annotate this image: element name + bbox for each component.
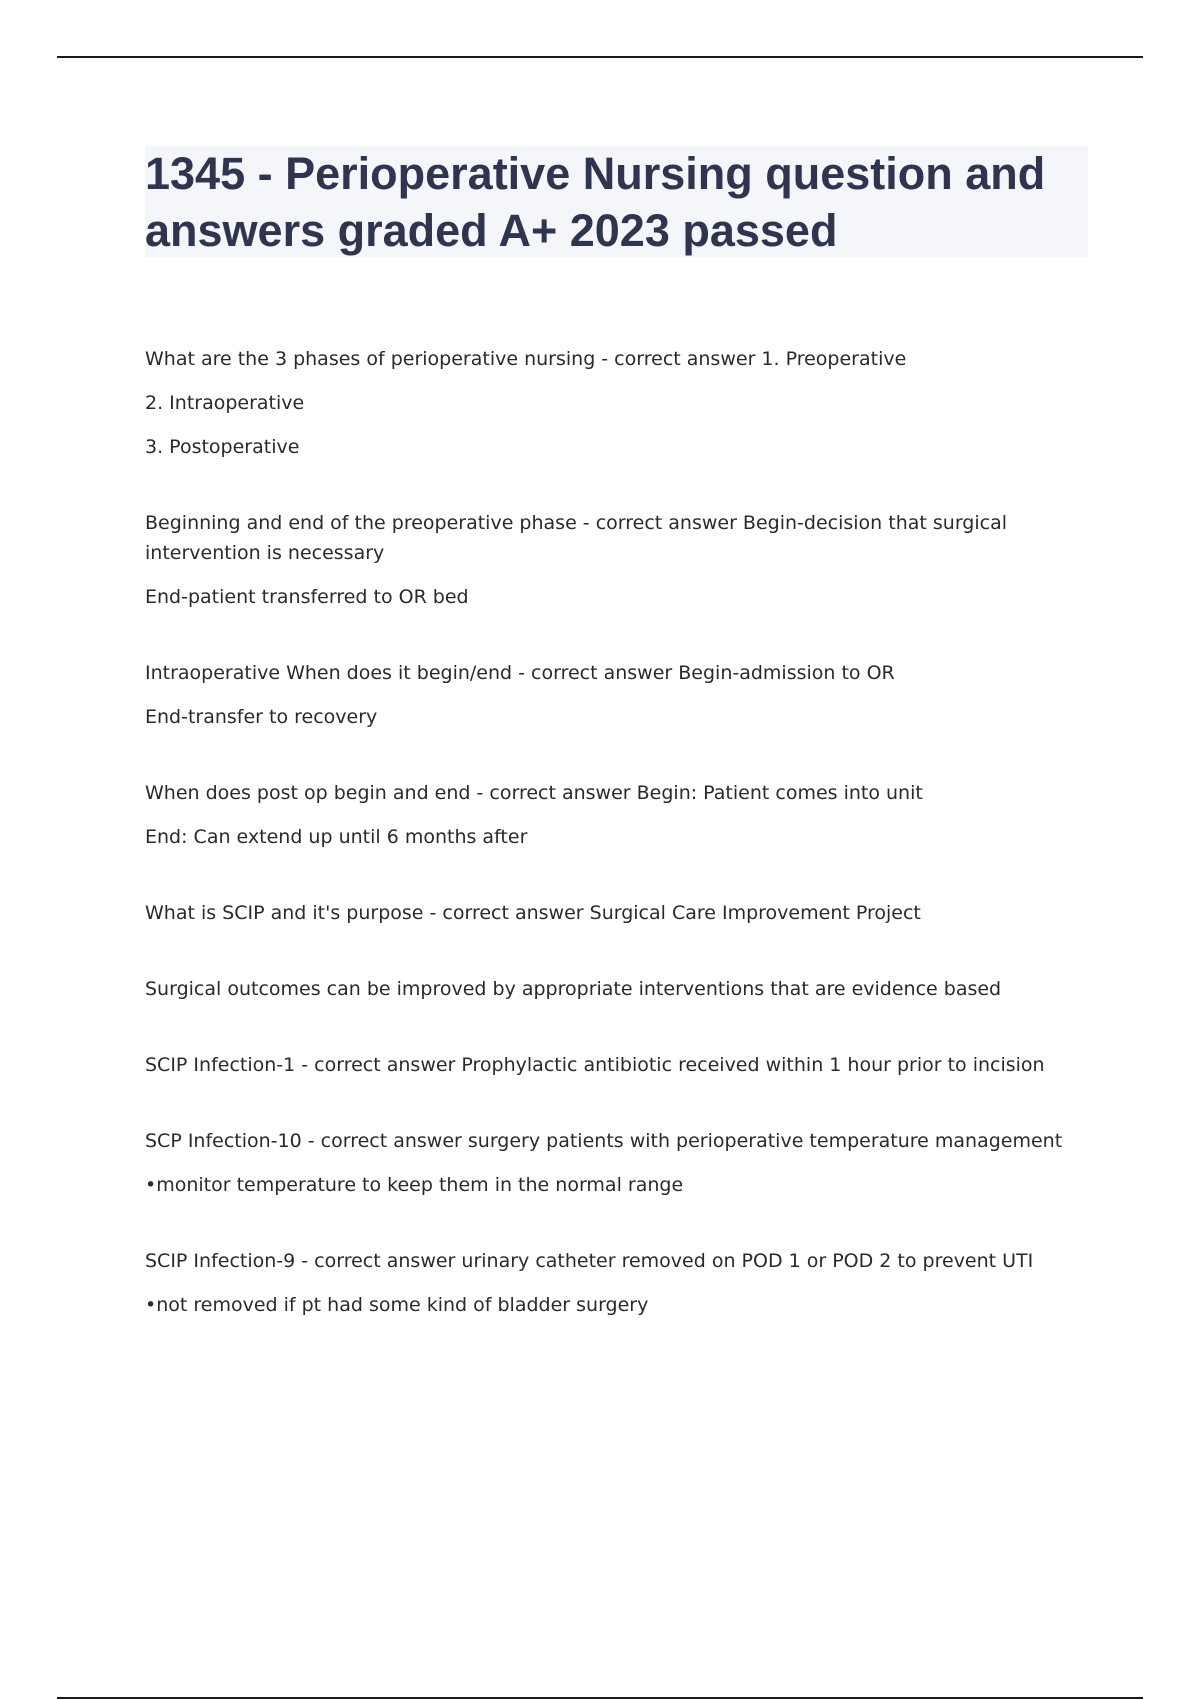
qa-line: 3. Postoperative [145, 436, 300, 458]
qa-line: •not removed if pt had some kind of bladder surgery [145, 1294, 649, 1316]
qa-entry-scip-infection-1 [145, 1050, 1095, 1080]
qa-entry-intraoperative [145, 658, 1095, 732]
qa-line: What are the 3 phases of perioperative nursing - correct answer 1. Preoperative [145, 348, 907, 370]
qa-line: •monitor temperature to keep them in the normal range [145, 1174, 684, 1196]
qa-entry-preoperative [145, 508, 1095, 612]
document-body [145, 344, 1095, 1320]
qa-entry-scp-infection-10 [145, 1126, 1095, 1200]
qa-line: Surgical outcomes can be improved by appropriate interventions that are evidence based [145, 978, 1002, 1000]
qa-line: SCP Infection-10 - correct answer surgery patients with perioperative temperature management [145, 1130, 1063, 1152]
qa-line: Intraoperative When does it begin/end - correct answer Begin-admission to OR [145, 662, 895, 684]
qa-line: What is SCIP and it's purpose - correct answer Surgical Care Improvement Project [145, 902, 921, 924]
qa-line: SCIP Infection-1 - correct answer Prophylactic antibiotic received within 1 hour prior to incision [145, 1054, 1045, 1076]
qa-line: End-patient transferred to OR bed [145, 586, 469, 608]
bottom-rule [57, 1697, 1143, 1699]
qa-line: SCIP Infection-9 - correct answer urinary catheter removed on POD 1 or POD 2 to prevent UTI [145, 1250, 1034, 1272]
qa-line: End-transfer to recovery [145, 706, 378, 728]
qa-entry-scip [145, 898, 1095, 928]
qa-entry-surgical-outcomes [145, 974, 1095, 1004]
qa-entry-scip-infection-9 [145, 1246, 1095, 1320]
qa-line: End: Can extend up until 6 months after [145, 826, 528, 848]
qa-line: 2. Intraoperative [145, 392, 305, 414]
qa-entry-phases [145, 344, 1095, 462]
qa-entry-postop [145, 778, 1095, 852]
qa-line: Beginning and end of the preoperative phase - correct answer Begin-decision that surgical intervention is necessary [145, 512, 1014, 564]
qa-line: When does post op begin and end - correct answer Begin: Patient comes into unit [145, 782, 923, 804]
document-title: 1345 - Perioperative Nursing question and answers graded A+ 2023 passed [145, 148, 1046, 256]
top-rule [57, 56, 1143, 58]
